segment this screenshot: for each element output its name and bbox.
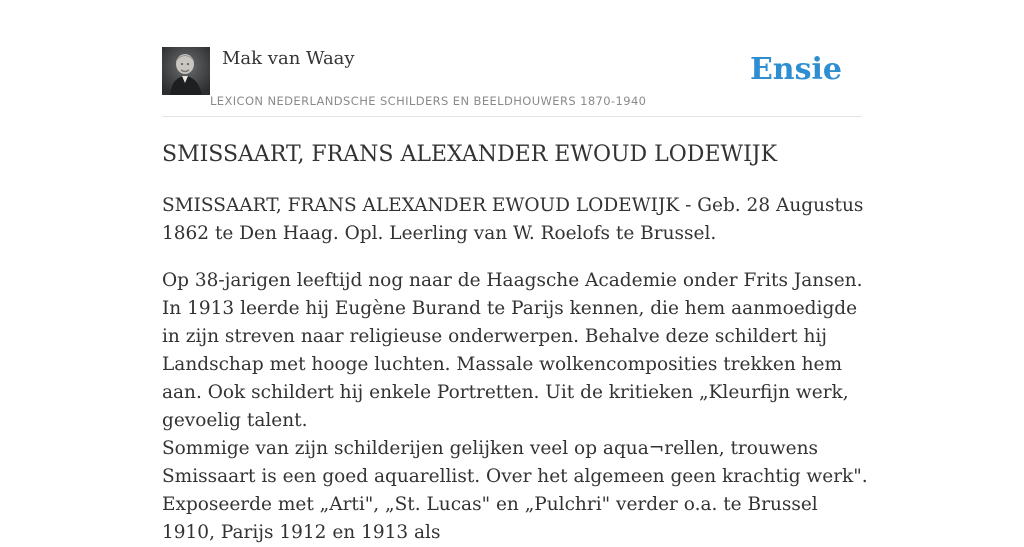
article-title: SMISSAART, FRANS ALEXANDER EWOUD LODEWIJK: [162, 142, 778, 167]
portrait-image: [162, 47, 210, 95]
article-paragraph: Sommige van zijn schilderijen gelijken veel op aqua¬rellen, trouwens Smissaart is een goed aquarellist. Over het algemeen geen krachtig werk". Exposeerde met „Arti", „St. Lucas" en „Pulchri" verder o.a. te Brussel 1910, Parijs 1912 en 1913 als: [162, 438, 868, 543]
lexicon-name[interactable]: LEXICON NEDERLANDSCHE SCHILDERS EN BEELDHOUWERS 1870-1940: [210, 94, 647, 108]
author-header: [162, 47, 862, 117]
ensie-logo[interactable]: Ensie: [749, 52, 842, 87]
author-avatar[interactable]: [162, 47, 210, 95]
article-paragraph: SMISSAART, FRANS ALEXANDER EWOUD LODEWIJK - Geb. 28 Augustus 1862 te Den Haag. Opl. Leerling van W. Roelofs te Brussel.: [162, 195, 864, 244]
article-paragraph: Op 38-jarigen leeftijd nog naar de Haagsche Academie onder Frits Jansen. In 1913 leerde hij Eugène Burand te Parijs kennen, die hem aanmoedigde in zijn streven naar religieuse onderwerpen. Behalve deze schildert hij Landschap met hooge luchten. Massale wolkencomposities trekken hem aan. Ook schildert hij enkele Portretten. Uit de kritieken „Kleurfijn werk, gevoelig talent.: [162, 270, 863, 431]
author-name[interactable]: Mak van Waay: [222, 48, 355, 69]
